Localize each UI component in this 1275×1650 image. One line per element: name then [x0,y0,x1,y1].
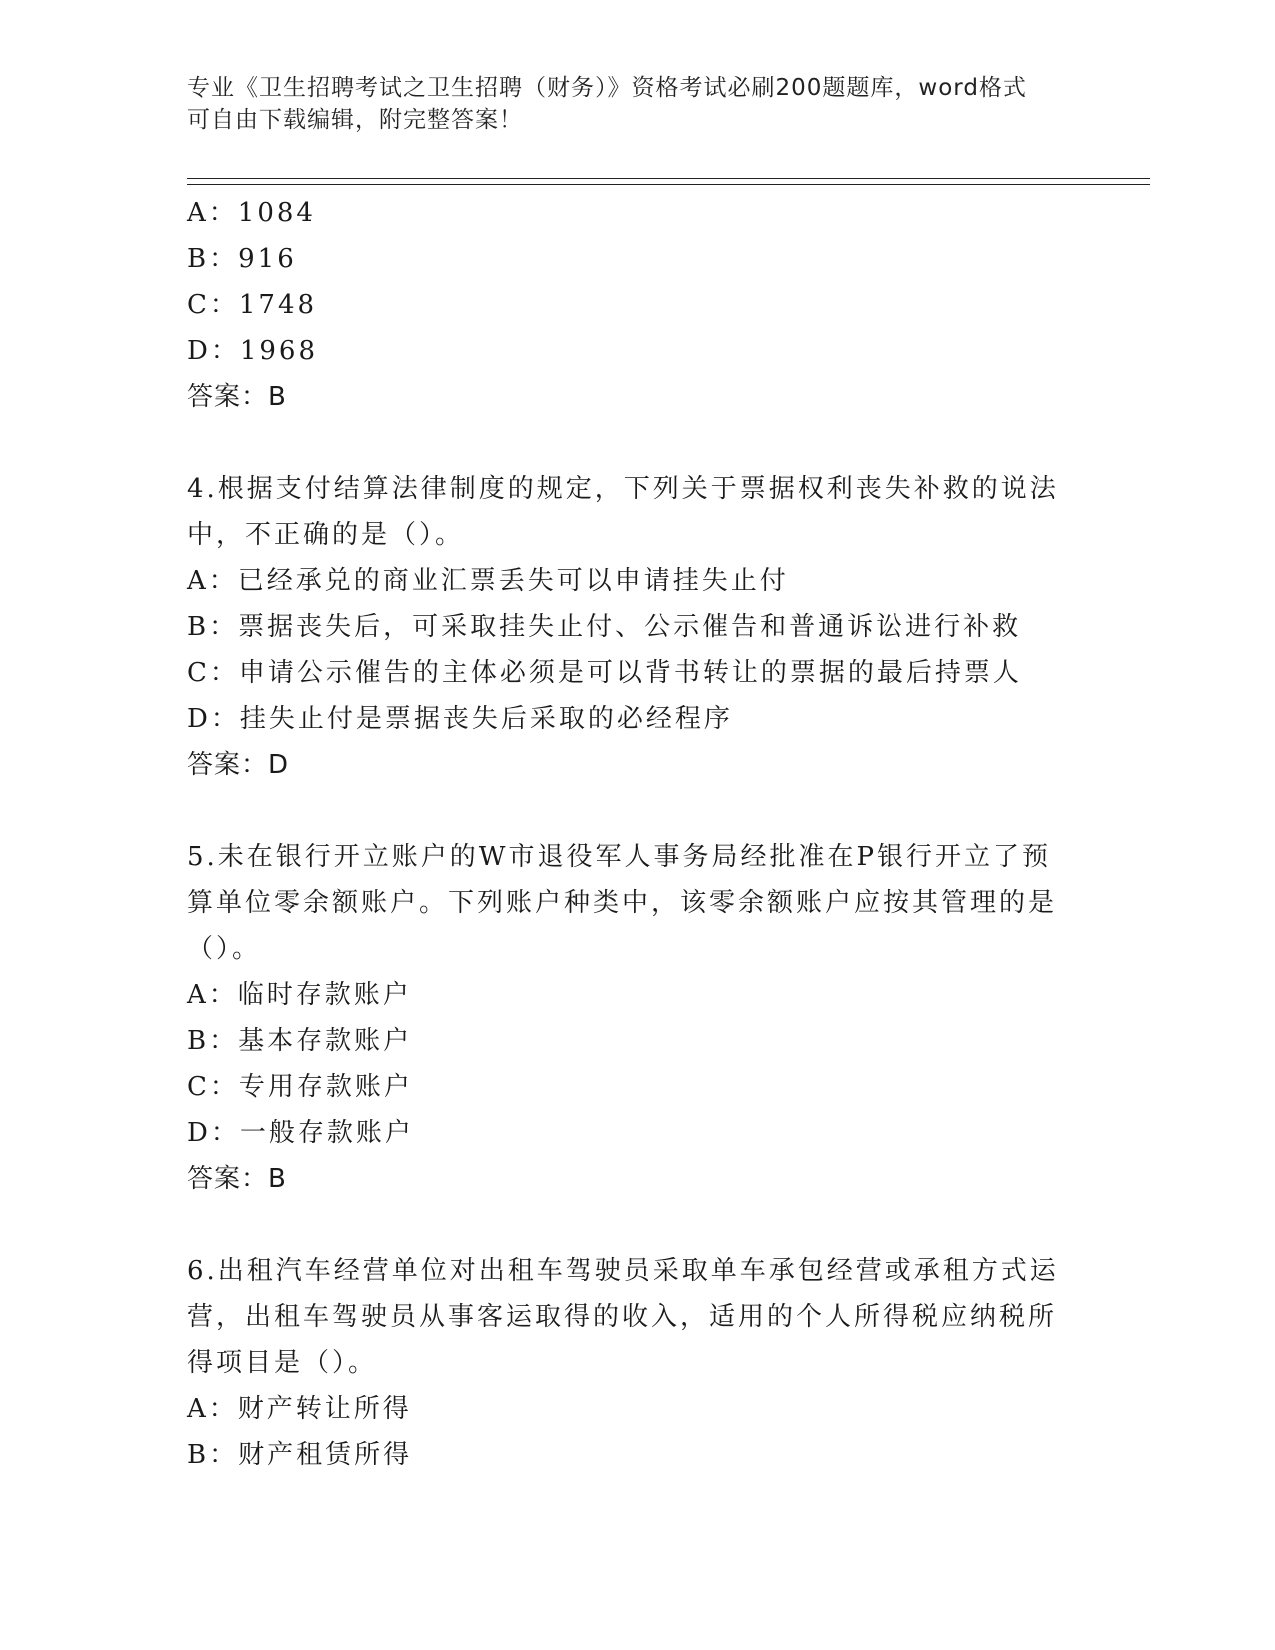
document-header [187,72,1067,136]
q6-stem-line-2: 营，出租车驾驶员从事客运取得的收入，适用的个人所得税应纳税所 [187,1302,1058,1332]
q6-option-a: A：财产转让所得 [187,1394,412,1424]
spacer [187,420,1067,466]
q5-stem-line-2: 算单位零余额账户。下列账户种类中，该零余额账户应按其管理的是 [187,888,1058,918]
header-title-line-2: 可自由下载编辑，附完整答案！ [187,107,523,133]
q3-option-c: C：1748 [187,290,318,320]
spacer [187,788,1067,834]
question-4-block [187,466,1067,788]
q5-stem-line-1: 5.未在银行开立账户的W市退役军人事务局经批准在P银行开立了预 [187,842,1052,872]
spacer [187,1202,1067,1248]
q4-option-a: A：已经承兑的商业汇票丢失可以申请挂失止付 [187,566,789,596]
q5-stem-line-3: （）。 [187,934,262,964]
q3-option-a: A：1084 [187,198,316,228]
question-3-block [187,190,1067,420]
q6-option-b: B：财产租赁所得 [187,1440,413,1470]
q5-option-b: B：基本存款账户 [187,1026,413,1056]
q4-stem-line-1: 4.根据支付结算法律制度的规定，下列关于票据权利丧失补救的说法 [187,474,1059,504]
q4-stem-line-2: 中，不正确的是（）。 [187,520,465,550]
q6-stem-line-1: 6.出租汽车经营单位对出租车驾驶员采取单车承包经营或承租方式运 [187,1256,1059,1286]
q4-option-b: B：票据丧失后，可采取挂失止付、公示催告和普通诉讼进行补救 [187,612,1022,642]
q3-answer: 答案：B [187,382,287,412]
q5-answer: 答案：B [187,1164,287,1194]
question-5-block [187,834,1067,1202]
document-body [187,190,1067,1478]
header-double-rule [187,178,1150,185]
q5-option-c: C：专用存款账户 [187,1072,413,1102]
q5-option-d: D：一般存款账户 [187,1118,414,1148]
header-title-line-1: 专业《卫生招聘考试之卫生招聘（财务）》资格考试必刷200题题库，word格式 [187,75,1027,101]
q5-option-a: A：临时存款账户 [187,980,412,1010]
q3-option-d: D：1968 [187,336,319,366]
q3-option-b: B：916 [187,244,297,274]
q6-stem-line-3: 得项目是（）。 [187,1348,378,1378]
question-6-block [187,1248,1067,1478]
q4-option-d: D：挂失止付是票据丧失后采取的必经程序 [187,704,733,734]
q4-option-c: C：申请公示催告的主体必须是可以背书转让的票据的最后持票人 [187,658,1022,688]
q4-answer: 答案：D [187,750,290,780]
